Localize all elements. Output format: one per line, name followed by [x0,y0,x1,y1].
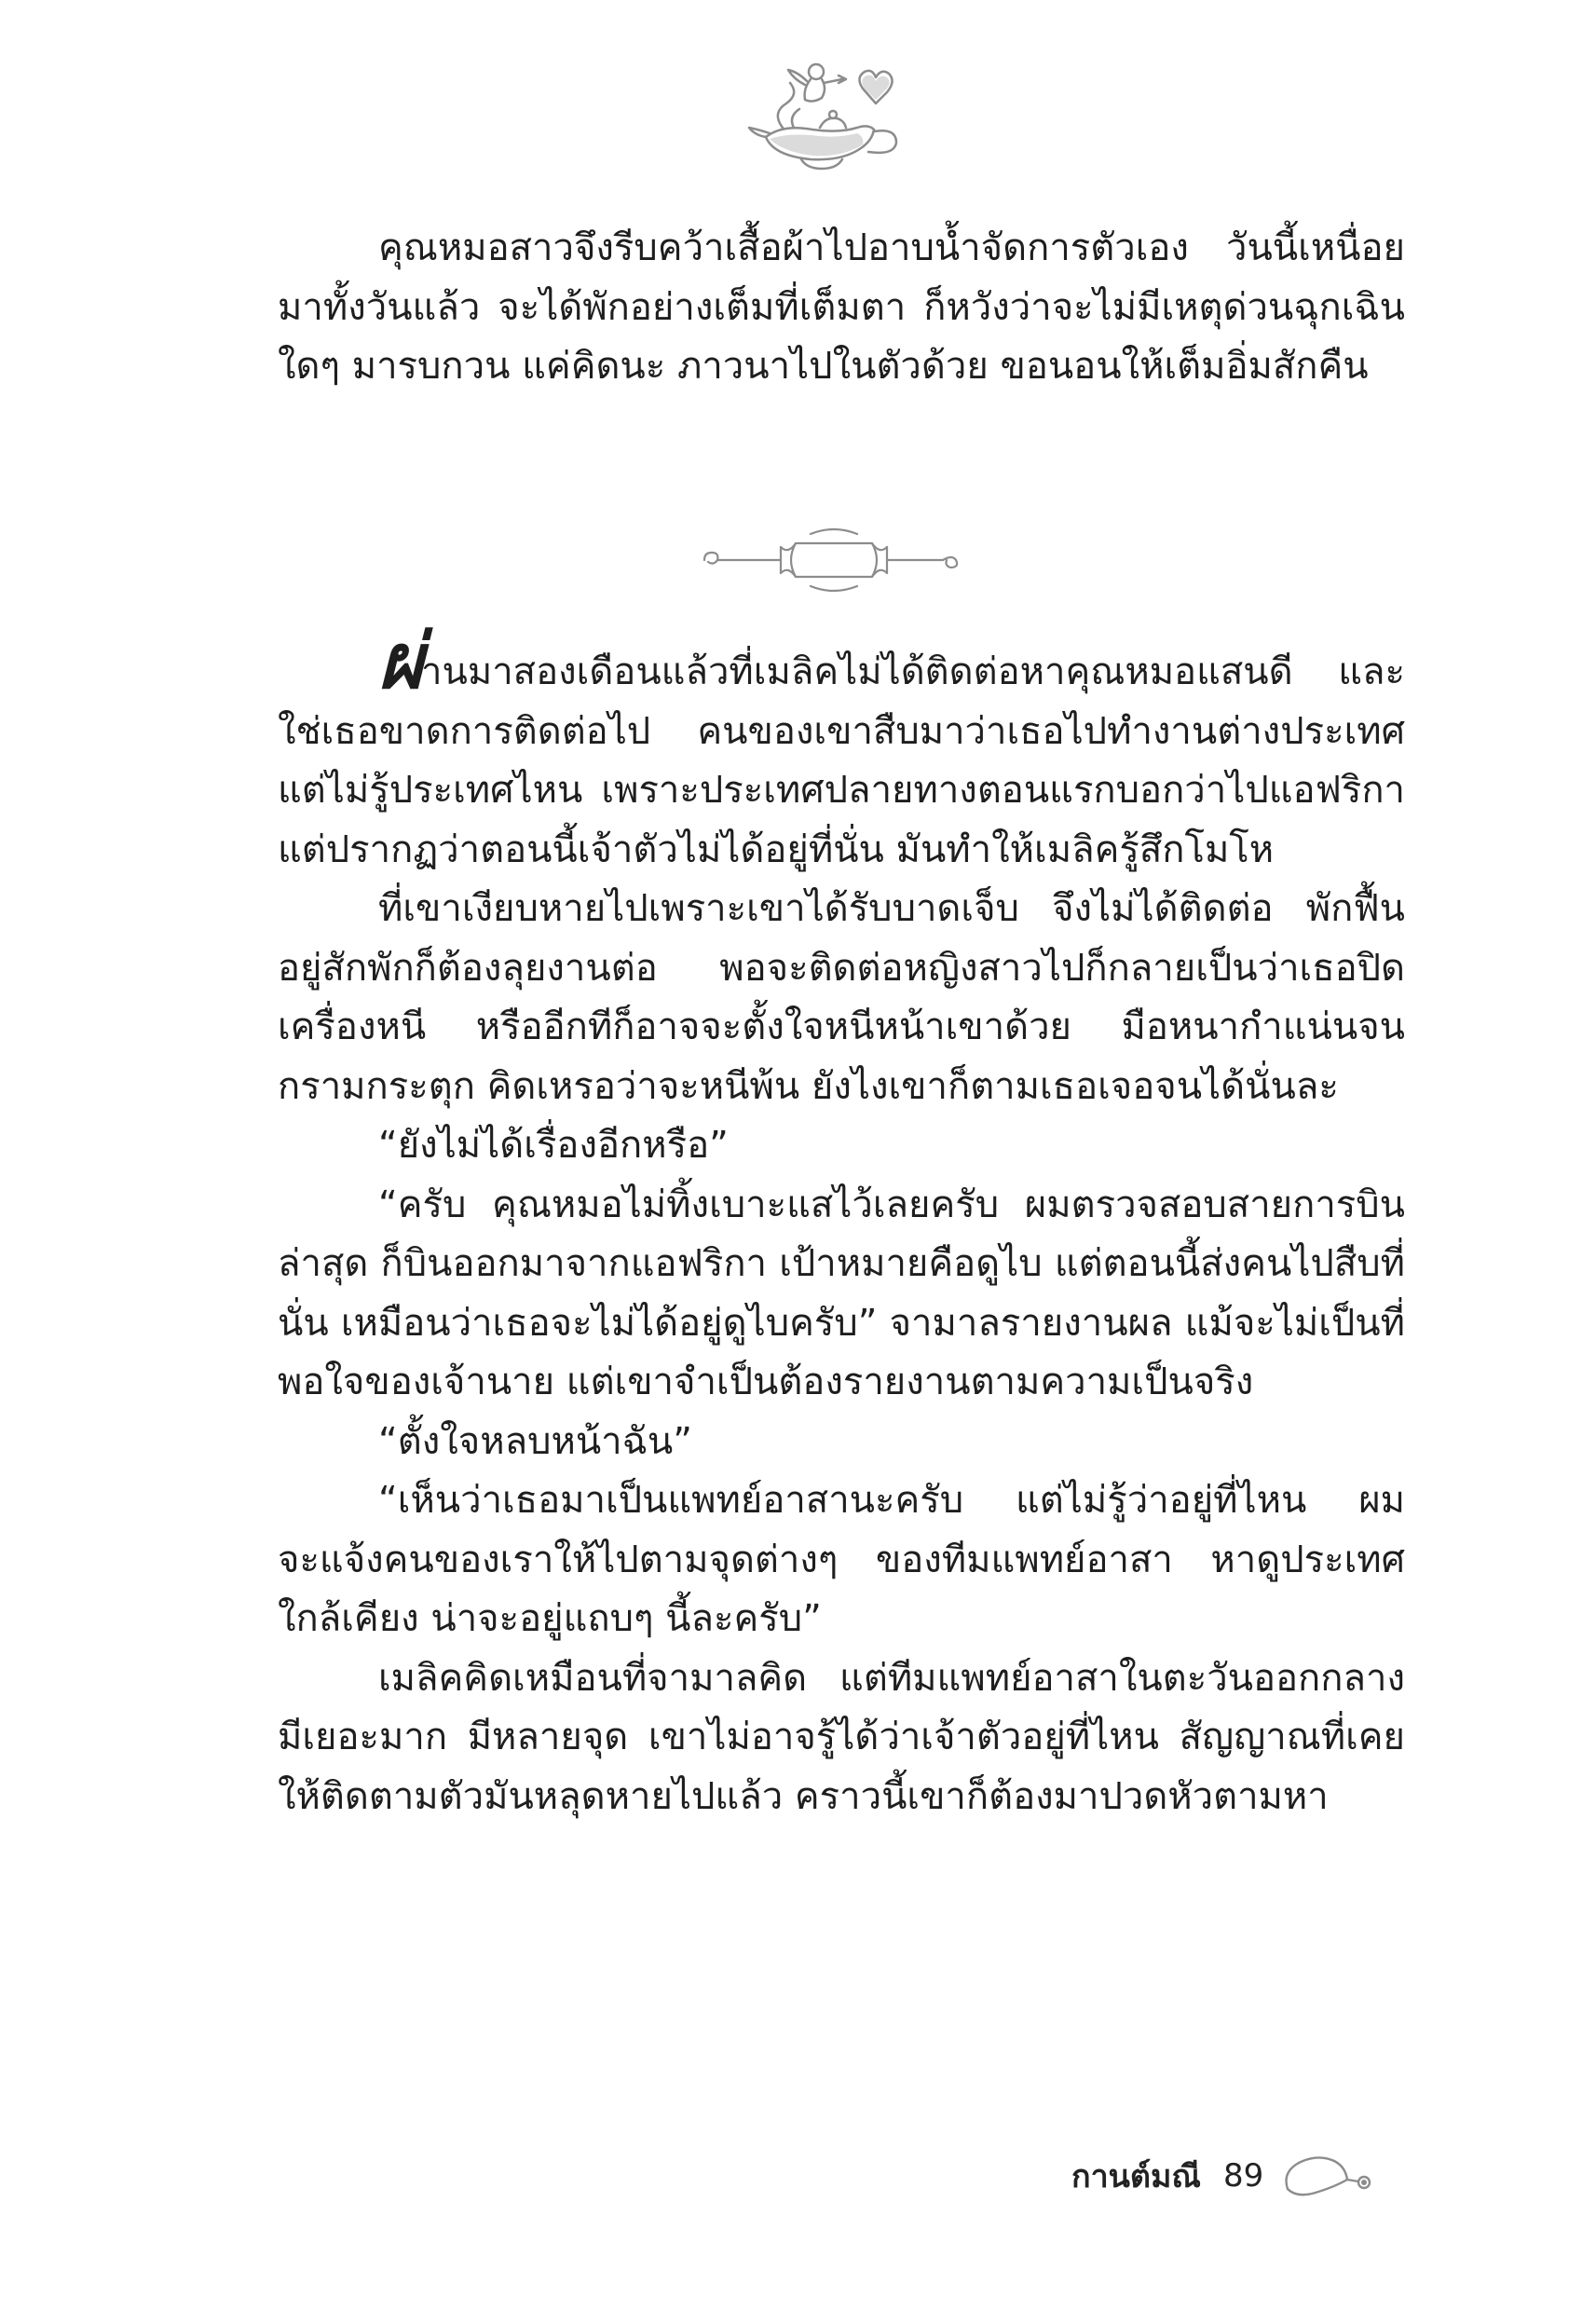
opening-paragraph [278,618,1405,880]
drop-cap: ผ่ [378,618,422,706]
dialogue-line: “ครับ คุณหมอไม่ทิ้งเบาะแสไว้เลยครับ ผมตรวจสอบสายการบินล่าสุด ก็บินออกมาจากแอฟริกา เป้าหมายคือดูไบ แต่ตอนนี้ส่งคนไปสืบที่นั่น เหมือนว่าเธอจะไม่ได้อยู่ดูไบครับ” จามาลรายงานผล แม้จะไม่เป็นที่พอใจของเจ้านาย แต่เขาจำเป็นต้องรายงานตามความเป็นจริง [278,1183,1405,1403]
dialogue-line: “เห็นว่าเธอมาเป็นแพทย์อาสานะครับ แต่ไม่รู้ว่าอยู่ที่ไหน ผมจะแจ้งคนของเราให้ไปตามจุดต่างๆ ของทีมแพทย์อาสา หาดูประเทศใกล้เคียง น่าจะอยู่แถบๆ นี้ละครับ” [278,1479,1405,1640]
paragraph: คุณหมอสาวจึงรีบคว้าเสื้อผ้าไปอาบน้ำจัดการตัวเอง วันนี้เหนื่อยมาทั้งวันแล้ว จะได้พักอย่างเต็มที่เต็มตา ก็หวังว่าจะไม่มีเหตุด่วนฉุกเฉินใดๆ มารบกวน แค่คิดนะ ภาวนาไปในตัวด้วย ขอนอนให้เต็มอิ่มสักคืน [278,226,1405,388]
section-1-text [278,219,1405,397]
paragraph: เมลิคคิดเหมือนที่จามาลคิด แต่ทีมแพทย์อาสาในตะวันออกกลางมีเยอะมาก มีหลายจุด เขาไม่อาจรู้ได้ว่าเจ้าตัวอยู่ที่ไหน สัญญาณที่เคยให้ติดตามตัวมันหลุดหายไปแล้ว คราวนี้เขาก็ต้องมาปวดหัวตามหา [278,1656,1405,1818]
paragraph: ที่เขาเงียบหายไปเพราะเขาได้รับบาดเจ็บ จึงไม่ได้ติดต่อ พักฟื้นอยู่สักพักก็ต้องลุยงานต่อ พอจะติดต่อหญิงสาวไปก็กลายเป็นว่าเธอปิดเครื่องหนี หรืออีกทีก็อาจจะตั้งใจหนีหน้าเขาด้วย มือหนากำแน่นจนกรามกระตุก คิดเหรอว่าจะหนีพ้น ยังไงเขาก็ตามเธอเจอจนได้นั่นละ [278,887,1405,1108]
section-2-text [278,618,1405,1826]
genie-lamp-cupid-icon [745,51,913,172]
page-footer [1071,2148,1373,2204]
page-number: 89 [1222,2157,1264,2195]
dialogue-line: “ตั้งใจหลบหน้าฉัน” [378,1419,692,1463]
opening-paragraph-text: านมาสองเดือนแล้วที่เมลิคไม่ได้ติดต่อหาคุณหมอแสนดี และใช่เธอขาดการติดต่อไป คนของเขาสืบมาว่าเธอไปทำงานต่างประเทศ แต่ไม่รู้ประเทศไหน เพราะประเทศปลายทางตอนแรกบอกว่าไปแอฟริกา แต่ปรากฏว่าตอนนี้เจ้าตัวไม่ได้อยู่ที่นั่น มันทำให้เมลิครู้สึกโมโห [278,650,1405,871]
stethoscope-icon [1280,2152,1373,2200]
book-title: กานต์มณี [1071,2158,1201,2195]
scroll-divider-icon [701,526,963,603]
dialogue-line: “ยังไม่ได้เรื่องอีกหรือ” [378,1124,729,1167]
